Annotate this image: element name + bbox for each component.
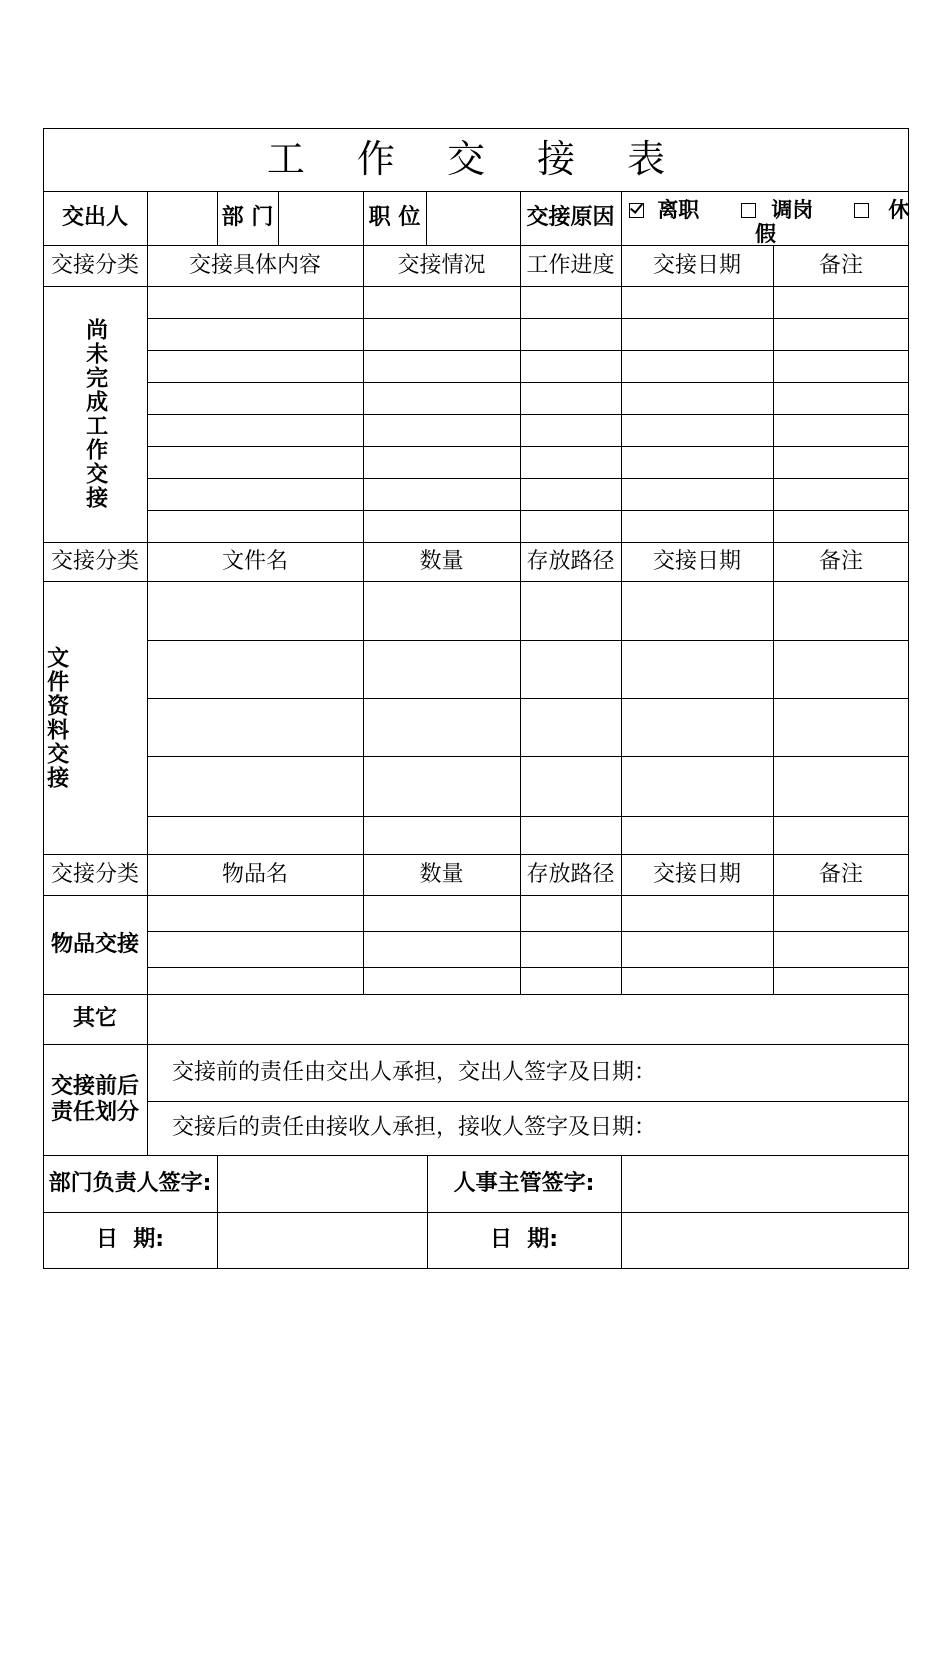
position-label: 职 位 bbox=[368, 205, 421, 231]
unfinished-work-category: 尚未完成工作交接 bbox=[82, 318, 108, 510]
column-header: 备注 bbox=[818, 252, 863, 278]
column-header: 交接日期 bbox=[652, 861, 741, 887]
column-header: 备注 bbox=[818, 548, 863, 574]
grid-line bbox=[147, 350, 909, 351]
column-header: 物品名 bbox=[221, 861, 288, 887]
responsibility-after[interactable]: 交接后的责任由接收人承担，接收人签字及日期： bbox=[172, 1115, 657, 1141]
column-header: 工作进度 bbox=[526, 252, 615, 278]
reason-option-label: 休 bbox=[888, 198, 910, 222]
column-header: 存放路径 bbox=[526, 548, 615, 574]
reason-wrap-text: 假 bbox=[755, 222, 776, 246]
column-header: 交接日期 bbox=[652, 252, 741, 278]
grid-line bbox=[147, 816, 909, 817]
grid-line bbox=[147, 318, 909, 319]
hr-signature-label: 人事主管签字: bbox=[453, 1170, 595, 1196]
grid-line bbox=[147, 478, 909, 479]
grid-line bbox=[43, 286, 909, 287]
grid-line bbox=[147, 756, 909, 757]
column-header: 交接日期 bbox=[652, 548, 741, 574]
reason-option-vacation[interactable] bbox=[854, 194, 909, 224]
grid-line bbox=[147, 414, 909, 415]
column-header: 数量 bbox=[419, 548, 464, 574]
responsibility-label bbox=[43, 1044, 147, 1155]
reason-options bbox=[629, 194, 910, 222]
reason-option-transfer[interactable] bbox=[741, 194, 813, 224]
grid-line bbox=[147, 698, 909, 699]
date-field-left[interactable] bbox=[217, 1212, 427, 1268]
other-field[interactable] bbox=[147, 994, 909, 1044]
handover-person-label: 交出人 bbox=[61, 205, 128, 231]
item-handover-category: 物品交接 bbox=[50, 931, 139, 957]
grid-line bbox=[147, 640, 909, 641]
department-field[interactable] bbox=[278, 191, 363, 245]
grid-line bbox=[43, 581, 909, 582]
grid-line bbox=[147, 967, 909, 968]
responsibility-label-line: 交接前后 bbox=[50, 1074, 139, 1100]
checkbox-icon[interactable] bbox=[854, 203, 869, 218]
file-handover-category: 文件资料交接 bbox=[43, 645, 69, 790]
responsibility-before[interactable]: 交接前的责任由交出人承担，交出人签字及日期： bbox=[172, 1059, 657, 1085]
column-header: 交接分类 bbox=[50, 548, 139, 574]
department-label: 部 门 bbox=[221, 205, 274, 231]
column-header: 存放路径 bbox=[526, 861, 615, 887]
grid-line bbox=[147, 931, 909, 932]
dept-head-signature-label: 部门负责人签字: bbox=[48, 1170, 212, 1196]
grid-line bbox=[147, 446, 909, 447]
column-header: 交接具体内容 bbox=[188, 252, 321, 278]
handover-person-field[interactable] bbox=[147, 191, 217, 245]
reason-option-resign[interactable] bbox=[629, 194, 699, 224]
reason-option-label: 离职 bbox=[657, 198, 700, 222]
column-header: 备注 bbox=[818, 861, 863, 887]
grid-line bbox=[147, 382, 909, 383]
responsibility-label-line: 责任划分 bbox=[50, 1099, 139, 1125]
date-label-left: 日 期: bbox=[95, 1227, 165, 1253]
reason-option-label: 调岗 bbox=[771, 198, 814, 222]
date-label-right: 日 期: bbox=[489, 1227, 559, 1253]
reason-label: 交接原因 bbox=[526, 205, 615, 231]
hr-signature-field[interactable] bbox=[621, 1155, 909, 1212]
date-field-right[interactable] bbox=[621, 1212, 909, 1268]
other-label: 其它 bbox=[72, 1006, 117, 1032]
column-header: 文件名 bbox=[221, 548, 288, 574]
column-header: 交接情况 bbox=[397, 252, 486, 278]
checkbox-icon[interactable] bbox=[741, 203, 756, 218]
position-field[interactable] bbox=[426, 191, 520, 245]
page-title: 工 作 交 接 表 bbox=[266, 136, 686, 181]
dept-head-signature-field[interactable] bbox=[217, 1155, 427, 1212]
grid-line bbox=[43, 1268, 909, 1269]
column-header: 交接分类 bbox=[50, 252, 139, 278]
handover-form bbox=[43, 128, 909, 1268]
column-header: 数量 bbox=[419, 861, 464, 887]
checkbox-checked-icon[interactable] bbox=[629, 203, 644, 218]
column-header: 交接分类 bbox=[50, 861, 139, 887]
grid-line bbox=[147, 510, 909, 511]
grid-line bbox=[43, 895, 909, 896]
